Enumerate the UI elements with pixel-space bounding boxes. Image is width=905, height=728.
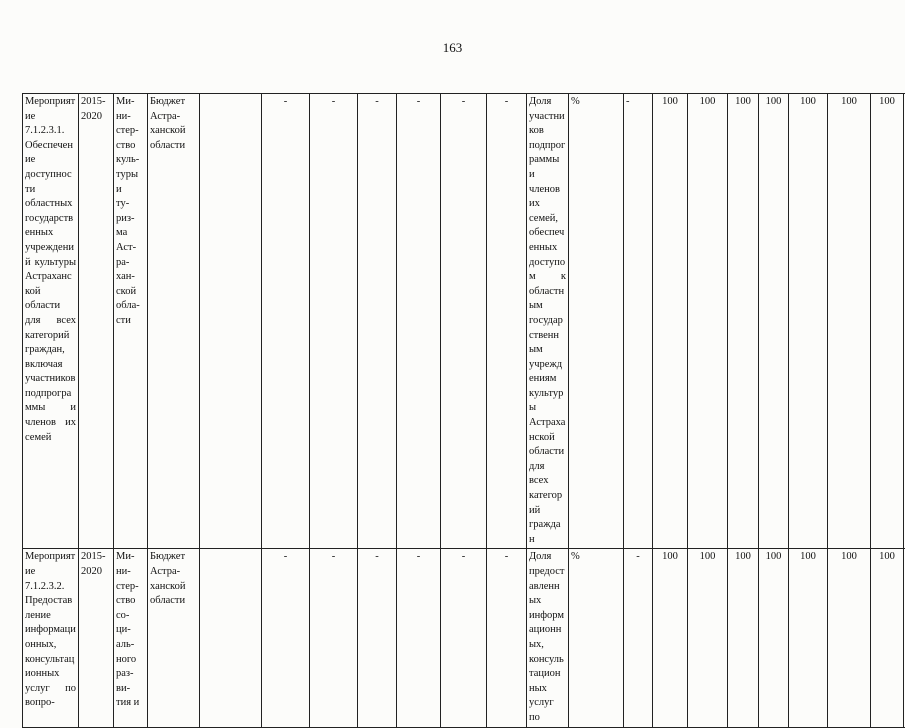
funding-cell: - (487, 549, 527, 727)
funding-cell: - (397, 549, 441, 727)
executor-cell: Ми- ни- стер- ство со- ци- аль- ного раз- ви- тия и (114, 549, 148, 727)
target-value-cell: 100 (759, 549, 789, 727)
target-value-cell: 100 (789, 549, 828, 727)
table-row (23, 94, 905, 549)
funding-cell: - (441, 94, 487, 549)
funding-cell: - (358, 94, 397, 549)
page-number: 163 (0, 40, 905, 56)
target-value-cell: 100 (759, 94, 789, 549)
executor-cell: Ми- ни- стер- ство куль- туры и ту- риз- ма Аст- ра- хан- ской обла- сти (114, 94, 148, 549)
funding-cell: - (358, 549, 397, 727)
target-value-cell: 100 (688, 549, 728, 727)
years-cell: 2015- 2020 (79, 94, 114, 549)
funding-cell: - (441, 549, 487, 727)
indicator-cell: Доля предоставленных информационных, консультационных услуг по (527, 549, 569, 727)
event-cell: Мероприятие 7.1.2.3.1. Обеспечение доступности областных государственных учреждений культуры Астраханской области для всех категорий граждан, включая участников подпрограммы и членов их семей (23, 94, 79, 549)
target-value-cell: 100 (728, 549, 759, 727)
unit-cell: % (569, 549, 624, 727)
base-value-cell: - (624, 94, 653, 549)
funding-cell: - (487, 94, 527, 549)
indicator-cell: Доля участников подпрограммы и членов их семей, обеспеченных доступом к областным государственным учреждениям культуры Астраханской области для всех категорий граждан (527, 94, 569, 549)
base-value-cell: - (624, 549, 653, 727)
funding-cell: - (262, 94, 310, 549)
program-table (22, 93, 905, 728)
target-value-cell: 100 (728, 94, 759, 549)
target-value-cell: 100 (828, 549, 871, 727)
target-value-cell: 100 (653, 94, 688, 549)
funding-source-cell: Бюджет Астра- ханской области (148, 549, 200, 727)
target-value-cell: 100 (789, 94, 828, 549)
table-row (23, 549, 905, 727)
target-value-cell: 100 (871, 94, 904, 549)
event-cell: Мероприятие 7.1.2.3.2. Предоставление информационных, консультационных услуг по вопро- (23, 549, 79, 727)
unit-cell: % (569, 94, 624, 549)
funding-cell: - (310, 94, 358, 549)
target-value-cell: 100 (688, 94, 728, 549)
funding-cell: - (262, 549, 310, 727)
funding-cell: - (397, 94, 441, 549)
funding-cell: - (310, 549, 358, 727)
funding-source-cell: Бюджет Астра- ханской области (148, 94, 200, 549)
target-value-cell: 100 (871, 549, 904, 727)
years-cell: 2015- 2020 (79, 549, 114, 727)
blank-cell (200, 94, 262, 549)
blank-cell (200, 549, 262, 727)
target-value-cell: 100 (653, 549, 688, 727)
target-value-cell: 100 (828, 94, 871, 549)
